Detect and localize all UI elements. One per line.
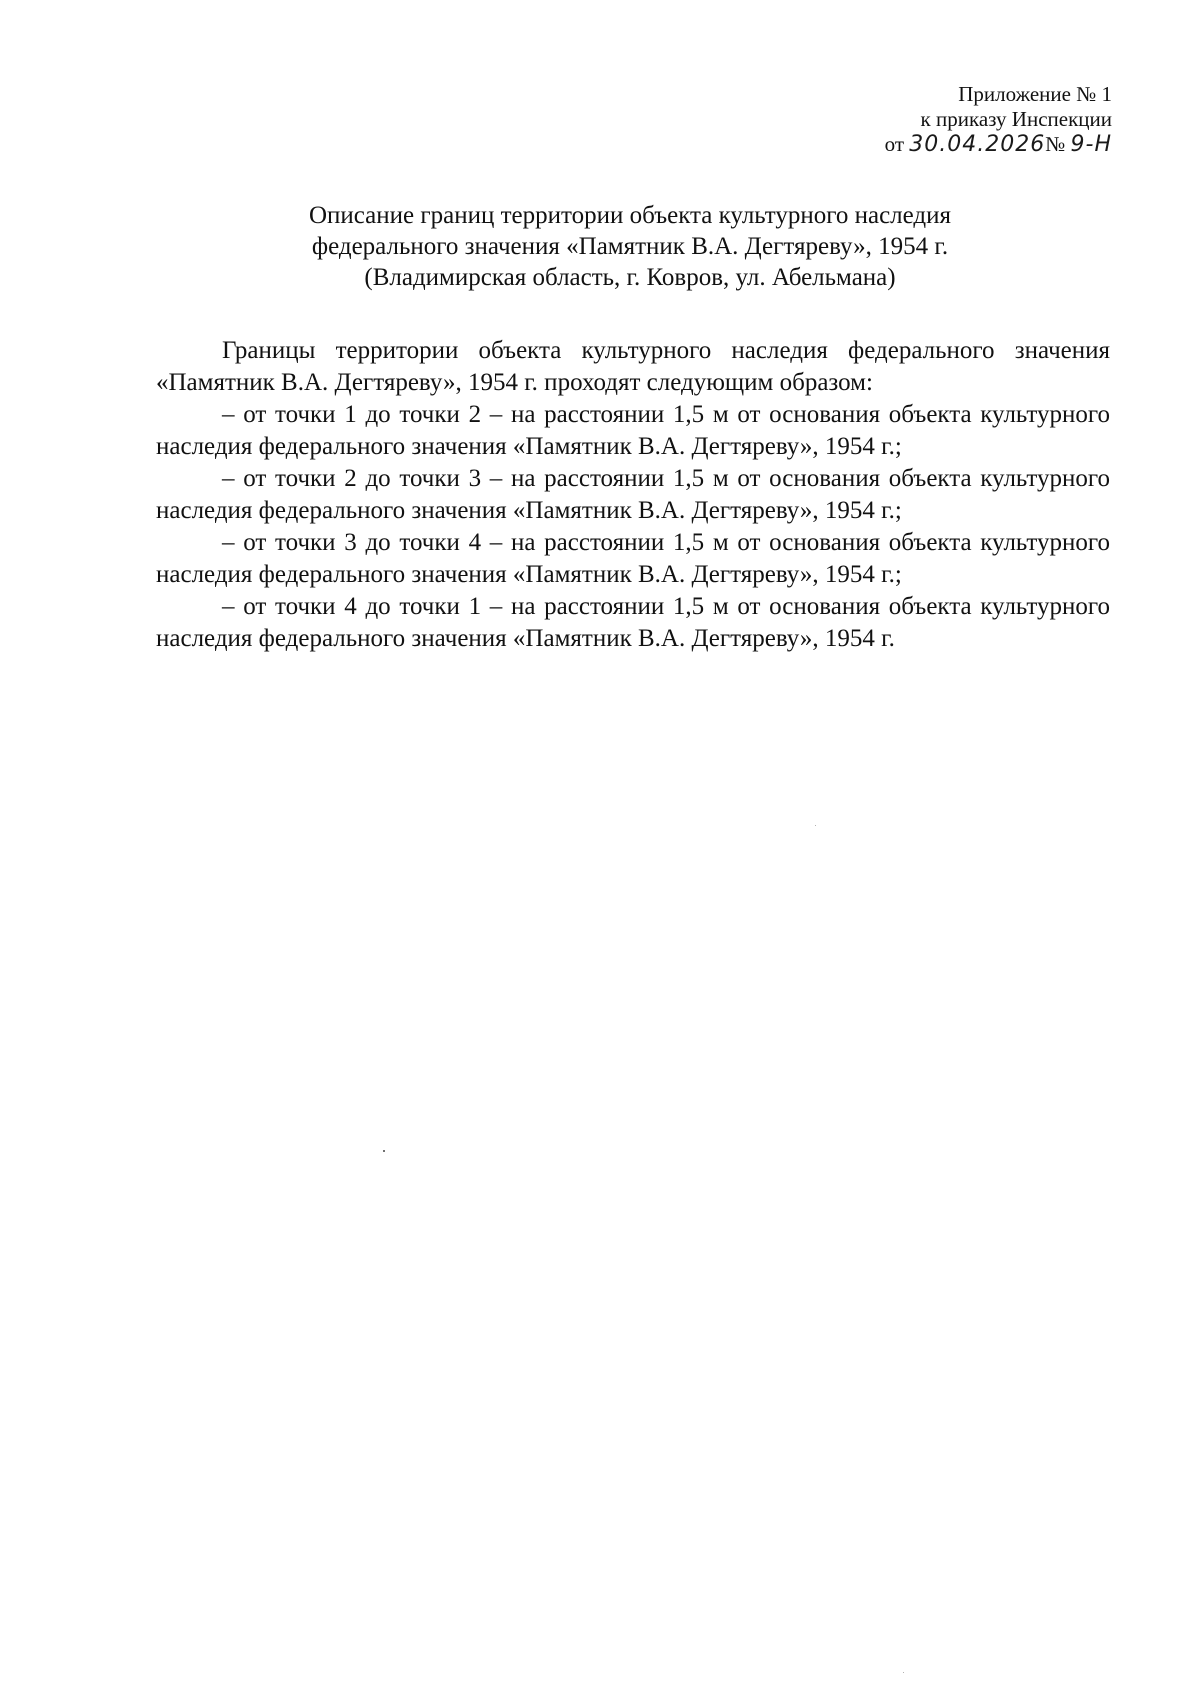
boundary-segment-4-1: – от точки 4 до точки 1 – на расстоянии 1,5 м от основания объекта культурного наследия федерального значения «Памятник В.А. Дегтяреву», 1954 г. bbox=[156, 593, 1110, 652]
document-title bbox=[150, 200, 1110, 293]
title-line-3: (Владимирская область, г. Ковров, ул. Абельмана) bbox=[364, 264, 896, 291]
date-prefix: от bbox=[884, 132, 904, 156]
number-sign: № bbox=[1045, 132, 1066, 156]
title-line-1: Описание границ территории объекта культурного наследия bbox=[308, 202, 952, 229]
handwritten-number: 9-Н bbox=[1070, 132, 1112, 157]
document-body bbox=[156, 335, 1110, 655]
appendix-date-line bbox=[885, 132, 1112, 157]
boundary-segment-3-4: – от точки 3 до точки 4 – на расстоянии 1,5 м от основания объекта культурного наследия федерального значения «Памятник В.А. Дегтяреву», 1954 г.; bbox=[156, 529, 1110, 588]
intro-paragraph: Границы территории объекта культурного наследия федерального значения «Памятник В.А. Дегтяреву», 1954 г. проходят следующим образом: bbox=[156, 337, 1110, 396]
title-line-2: федерального значения «Памятник В.А. Дегтяреву», 1954 г. bbox=[311, 233, 949, 260]
scan-speck bbox=[815, 825, 816, 826]
scan-speck bbox=[383, 1150, 385, 1152]
appendix-number: Приложение № 1 bbox=[958, 82, 1112, 106]
boundary-segment-2-3: – от точки 2 до точки 3 – на расстоянии 1,5 м от основания объекта культурного наследия федерального значения «Памятник В.А. Дегтяреву», 1954 г.; bbox=[156, 465, 1110, 524]
boundary-segment-1-2: – от точки 1 до точки 2 – на расстоянии 1,5 м от основания объекта культурного наследия федерального значения «Памятник В.А. Дегтяреву», 1954 г.; bbox=[156, 401, 1110, 460]
handwritten-date: 30.04.2026 bbox=[909, 132, 1046, 157]
appendix-header bbox=[885, 82, 1112, 157]
scan-speck bbox=[903, 1672, 904, 1673]
appendix-order-reference: к приказу Инспекции bbox=[920, 107, 1112, 131]
